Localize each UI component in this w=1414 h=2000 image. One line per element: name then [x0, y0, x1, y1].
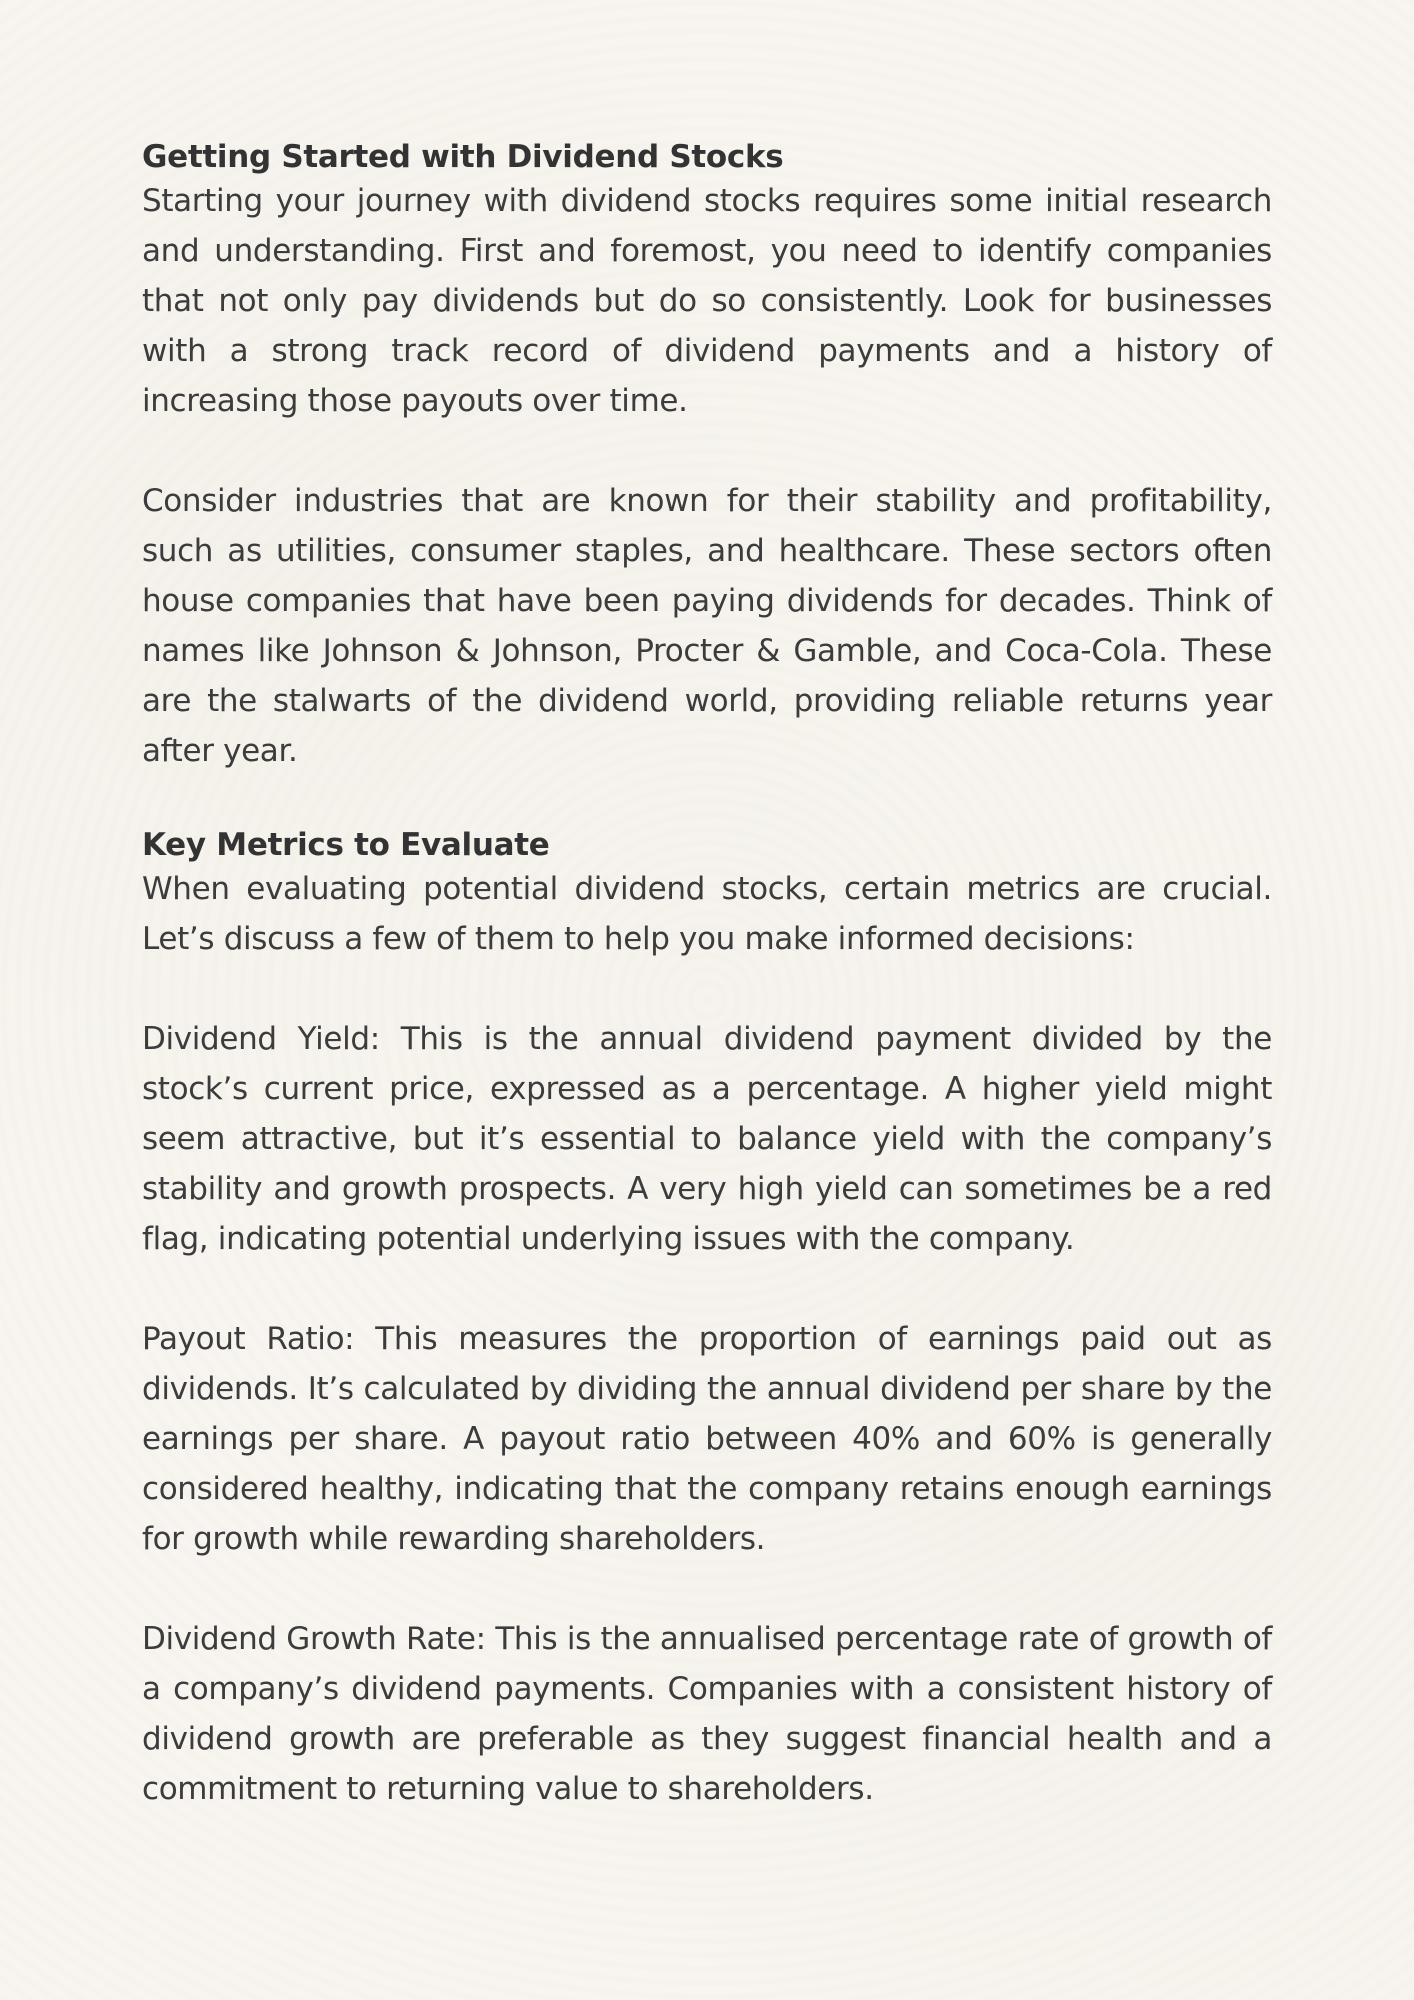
paragraph-industries: Consider industries that are known for their stability and profitability, such as utilities, consumer staples, and healthcare. These sectors often house companies that have been paying dividends for decades. Think of names like Johnson & Johnson, Procter & Gamble, and Coca-Cola. These are the stalwarts of the dividend world, providing reliable returns year after year.	[142, 483, 1272, 769]
section-heading-key-metrics: Key Metrics to Evaluate	[142, 827, 550, 863]
paragraph-dividend-growth-rate: Dividend Growth Rate: This is the annualised percentage rate of growth of a company’s dividend payments. Companies with a consistent history of dividend growth are preferable as they suggest financial health and a commitment to returning value to shareholders.	[142, 1621, 1272, 1807]
paragraph-spacer	[142, 1564, 1272, 1614]
paragraph-spacer	[142, 964, 1272, 1014]
paragraph-getting-started-intro: Starting your journey with dividend stocks requires some initial research and understanding. First and foremost, you need to identify companies that not only pay dividends but do so consistently. Look for businesses with a strong track record of dividend payments and a history of increasing those payouts over time.	[142, 183, 1272, 419]
paragraph-spacer	[142, 776, 1272, 826]
paragraph-dividend-yield: Dividend Yield: This is the annual dividend payment divided by the stock’s current price, expressed as a percentage. A higher yield might seem attractive, but it’s essential to balance yield with the company’s stability and growth prospects. A very high yield can sometimes be a red flag, indicating potential underlying issues with the company.	[142, 1021, 1272, 1257]
paragraph-spacer	[142, 426, 1272, 476]
section-heading-getting-started: Getting Started with Dividend Stocks	[142, 139, 784, 175]
paragraph-payout-ratio: Payout Ratio: This measures the proportion of earnings paid out as dividends. It’s calculated by dividing the annual dividend per share by the earnings per share. A payout ratio between 40% and 60% is generally considered healthy, indicating that the company retains enough earnings for growth while rewarding shareholders.	[142, 1321, 1272, 1557]
paragraph-spacer	[142, 1264, 1272, 1314]
paragraph-key-metrics-intro: When evaluating potential dividend stocks, certain metrics are crucial. Let’s discuss a few of them to help you make informed decisions:	[142, 871, 1272, 957]
